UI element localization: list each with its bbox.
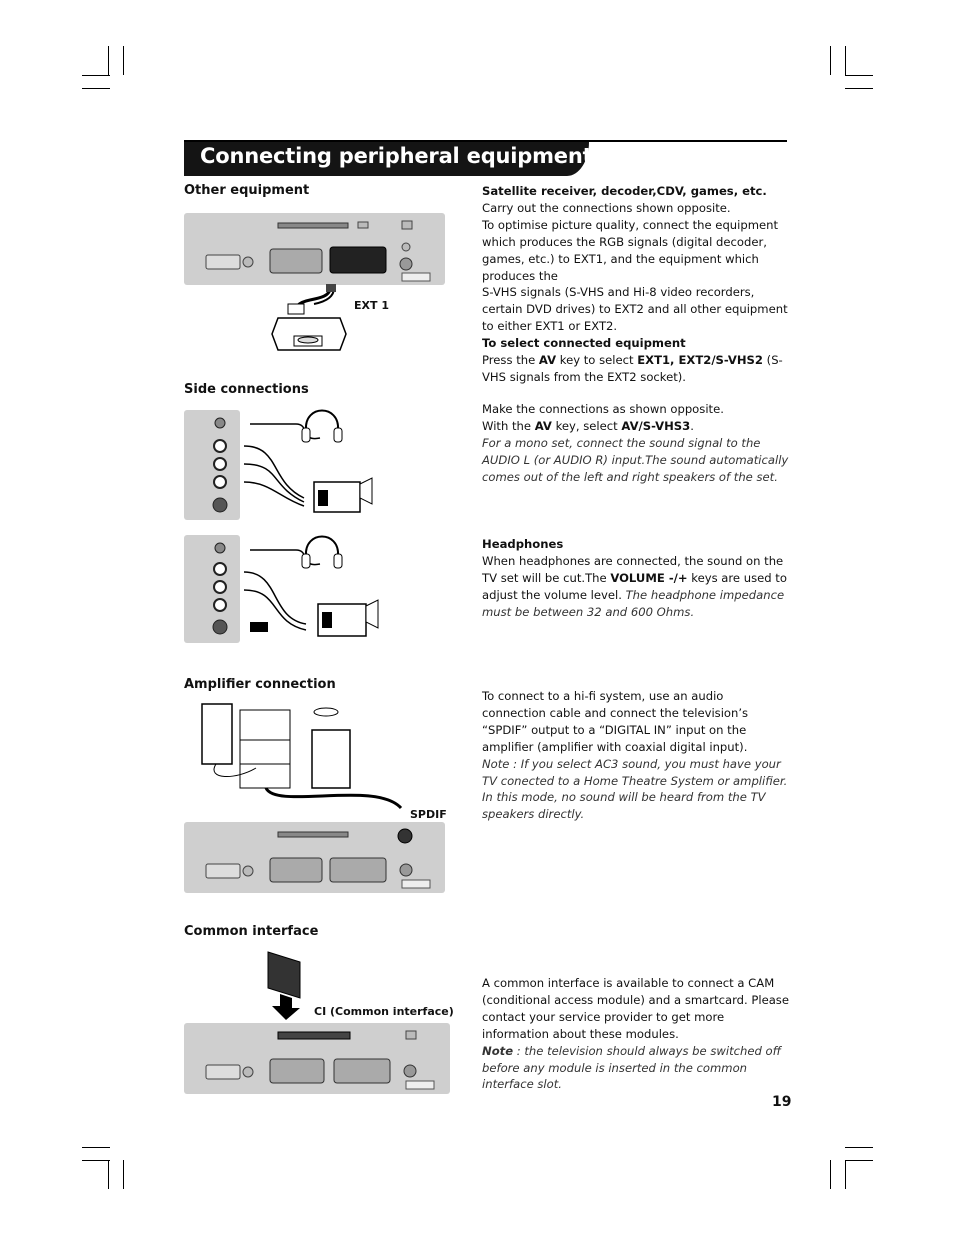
- ci-label: CI (Common interface): [314, 1005, 454, 1018]
- heading-side-connections: Side connections: [184, 382, 309, 397]
- side-panel-jacks-illustration: [184, 535, 240, 643]
- heading-other-equipment: Other equipment: [184, 183, 310, 198]
- page-title: Connecting peripheral equipment: [200, 144, 593, 168]
- scart-cable-and-device-illustration: [270, 284, 360, 356]
- side-connections-text: [482, 401, 790, 486]
- tv-rear-panel-spdif: [184, 822, 445, 893]
- amplifier-text: [482, 688, 790, 823]
- heading-amplifier-connection: Amplifier connection: [184, 677, 336, 692]
- side-p1: Make the connections as shown opposite.: [482, 402, 724, 416]
- side-p2: With the AV key, select AV/S-VHS3.: [482, 418, 694, 433]
- headphones-text: [482, 536, 790, 621]
- side-note: For a mono set, connect the sound signal to the AUDIO L (or AUDIO R) input.The sound automatically comes out of the left and right speakers of the set.: [482, 435, 789, 484]
- tv-rear-panel-ext: [184, 213, 445, 285]
- rear-panel-connectors-illustration: [184, 213, 445, 285]
- headphones-heading: Headphones: [482, 537, 564, 551]
- amplifier-note: Note : If you select AC3 sound, you must have your TV conected to a Home Theatre System or amplifier. In this mode, no sound will be heard from the TV speakers directly.: [482, 756, 788, 822]
- rear-panel-connectors-illustration: [184, 1023, 450, 1094]
- cam-module-illustration: [266, 950, 306, 1020]
- side-panel-jacks-illustration: [184, 410, 240, 520]
- other-equipment-text: [482, 183, 790, 386]
- rear-panel-connectors-illustration: [184, 822, 445, 893]
- page-number: 19: [772, 1094, 792, 1110]
- headphones-p: When headphones are connected, the sound on the TV set will be cut.The VOLUME -/+ keys are used to adjust the volume level. The headphone impedance must be between 32 and 600 Ohms.: [482, 553, 787, 619]
- amplifier-p1: To connect to a hi-fi system, use an audio connection cable and connect the television’s “SPDIF” output to a “DIGITAL IN” input on the amplifier (amplifier with coaxial digital input).: [482, 689, 749, 754]
- title-banner: [184, 142, 593, 176]
- other-p1: Carry out the connections shown opposite.: [482, 200, 731, 215]
- spdif-label: SPDIF: [410, 808, 447, 821]
- hifi-system-illustration: [196, 700, 406, 805]
- ci-p1: A common interface is available to connect a CAM (conditional access module) and a smartcard. Please contact your service provider to get more information about these modules.: [482, 976, 789, 1041]
- select-equipment-text: Press the AV key to select EXT1, EXT2/S-VHS2 (S-VHS signals from the EXT2 socket).: [482, 353, 783, 384]
- common-interface-text: [482, 975, 790, 1093]
- headphone-camcorder-illustration-2: [240, 528, 380, 646]
- ext1-label: EXT 1: [354, 299, 389, 312]
- select-equipment-heading: To select connected equipment: [482, 336, 686, 351]
- side-panel-1: [184, 410, 240, 520]
- other-p3: S-VHS signals (S-VHS and Hi-8 video recorders, certain DVD drives) to EXT2 and all other equipment to either EXT1 or EXT2.: [482, 285, 788, 334]
- tv-rear-panel-ci: [184, 1023, 450, 1094]
- headphone-camcorder-illustration-1: [240, 402, 375, 520]
- satellite-subheading: Satellite receiver, decoder,CDV, games, etc.: [482, 184, 767, 198]
- ci-note: Note : the television should always be switched off before any module is inserted in the common interface slot.: [482, 1043, 781, 1092]
- other-p2: To optimise picture quality, connect the equipment which produces the RGB signals (digital decoder, games, etc.) to EXT1, and the equipment which produces the: [482, 217, 779, 283]
- heading-common-interface: Common interface: [184, 924, 319, 939]
- side-panel-2: [184, 535, 240, 643]
